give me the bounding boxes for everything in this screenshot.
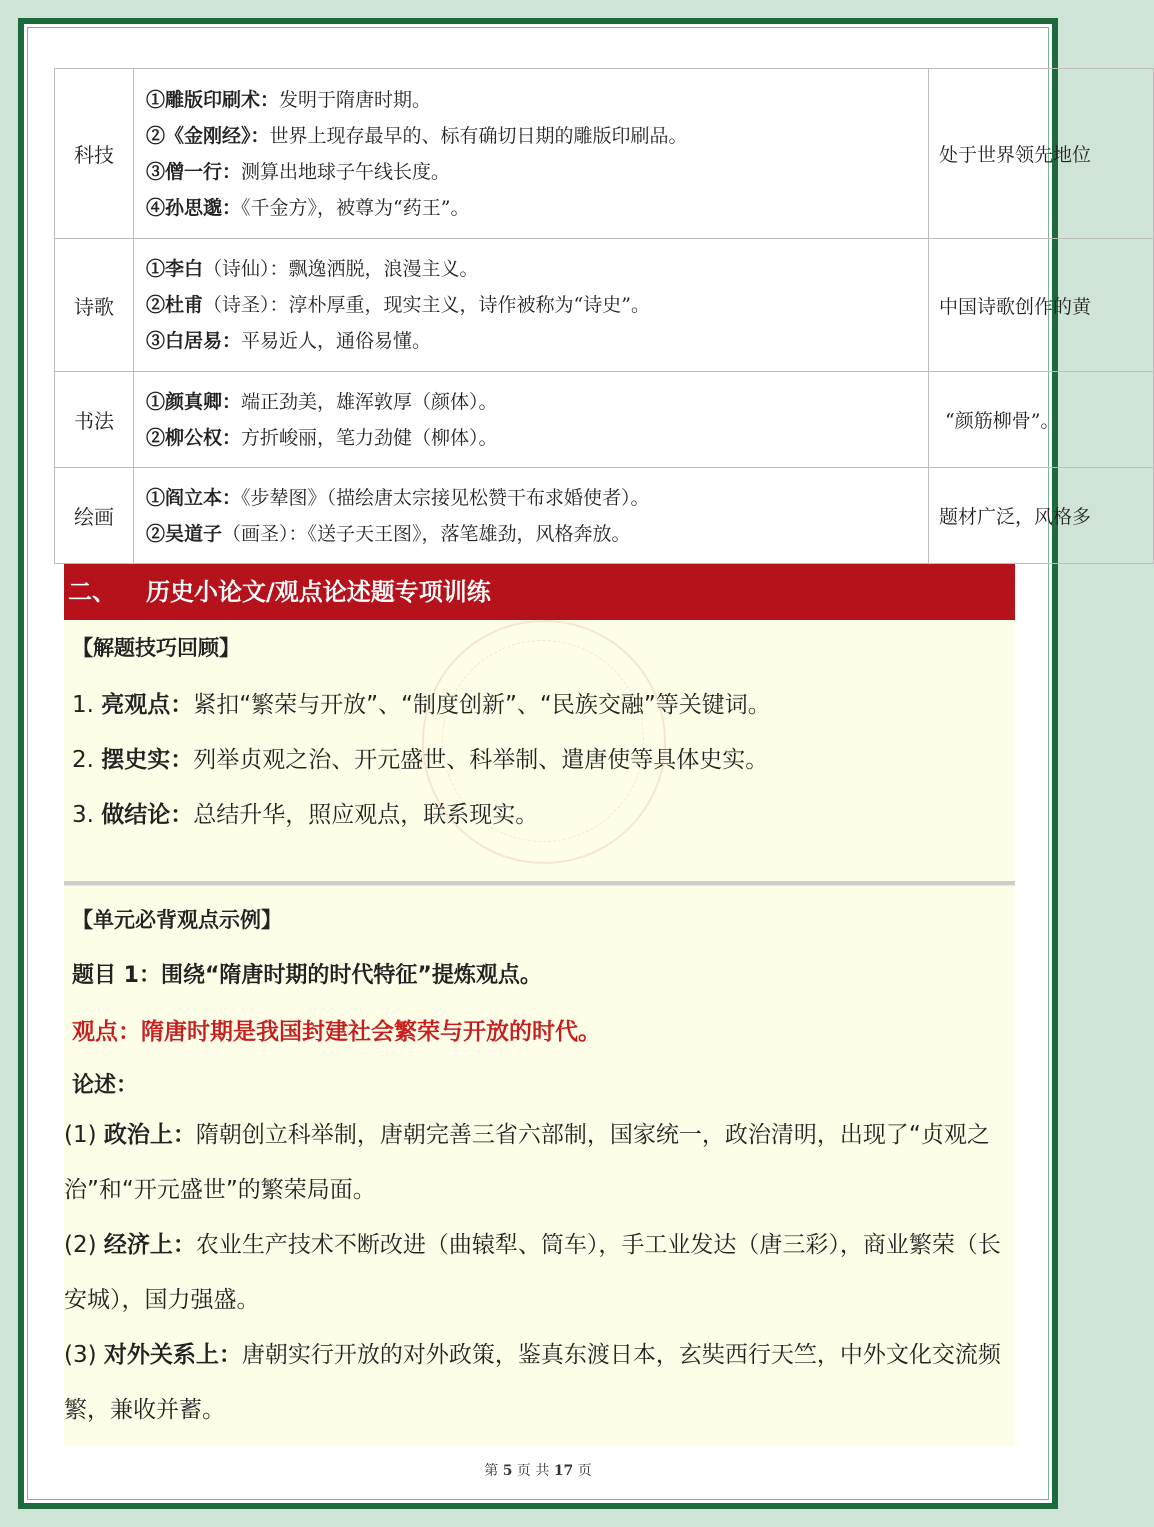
point-number: (2) [64, 1232, 97, 1258]
item-line [146, 323, 916, 359]
argument-label: 论述： [72, 1073, 139, 1098]
item-text: 方折峻丽，笔力劲健（柳体）。 [241, 426, 498, 449]
category-cell: 科技 [55, 69, 134, 239]
item-line [146, 420, 916, 456]
items-cell [134, 468, 929, 564]
point-label: 政治上： [103, 1122, 196, 1148]
footer-middle: 页 共 [516, 1463, 550, 1479]
point-text: 唐朝实行开放的对外政策，鉴真东渡日本，玄奘西行天竺，中外文化交流频繁，兼收并蓄。 [64, 1342, 1001, 1423]
point-text: 农业生产技术不断改进（曲辕犁、筒车），手工业发达（唐三彩），商业繁荣（长安城），国力强盛。 [64, 1232, 1001, 1313]
page [24, 24, 1092, 1503]
category-cell: 绘画 [55, 468, 134, 564]
summary-cell: 处于世界领先地位 [929, 69, 1154, 239]
tip-label: 亮观点： [101, 692, 194, 718]
page-total: 17 [553, 1463, 574, 1479]
item-line [146, 251, 916, 287]
summary-cell: 题材广泛，风格多 [929, 468, 1154, 564]
examples-panel [64, 886, 1015, 1446]
tip-text: 列举贞观之治、开元盛世、科举制、遣唐使等具体史实。 [193, 747, 769, 773]
examples-heading: 【单元必背观点示例】 [72, 908, 282, 932]
table-row [55, 239, 1154, 372]
argument-point [64, 1108, 1010, 1218]
item-text: （诗仙）：飘逸洒脱，浪漫主义。 [203, 258, 479, 280]
tip-label: 做结论： [101, 802, 194, 828]
point-number: (1) [64, 1122, 97, 1148]
watermark-seal-inner [442, 640, 644, 842]
item-label: ③僧一行： [146, 160, 242, 183]
culture-table [54, 68, 1154, 564]
table-row [55, 372, 1154, 468]
point-label: 经济上： [103, 1232, 196, 1258]
item-label: ①颜真卿： [146, 390, 242, 413]
item-text: 端正劲美，雄浑敦厚（颜体）。 [241, 390, 498, 413]
item-label: ②杜甫 [146, 294, 204, 316]
tip-text: 总结升华，照应观点，联系现实。 [193, 802, 539, 828]
item-label: ③白居易： [146, 330, 242, 352]
item-text: 《步辇图》（描绘唐太宗接见松赞干布求婚使者）。 [241, 486, 650, 509]
item-label: ②柳公权： [146, 426, 242, 449]
item-text: 测算出地球子午线长度。 [241, 160, 451, 183]
items-cell [134, 239, 929, 372]
item-label: ②吴道子 [146, 522, 223, 545]
section-header [64, 564, 1015, 620]
page-number: 5 [502, 1463, 513, 1479]
watermark-seal [422, 620, 666, 864]
item-label: ②《金刚经》： [146, 124, 270, 147]
page-footer [24, 1460, 1052, 1480]
tips-heading: 【解题技巧回顾】 [72, 636, 240, 660]
tip-item [72, 686, 771, 719]
footer-prefix: 第 [484, 1463, 499, 1479]
category-cell: 诗歌 [55, 239, 134, 372]
item-line [146, 384, 916, 420]
summary-cell: “颜筋柳骨”。 [929, 372, 1154, 468]
items-cell [134, 69, 929, 239]
section-title: 历史小论文/观点论述题专项训练 [146, 578, 491, 606]
point-label: 对外关系上： [103, 1342, 242, 1368]
item-text: （画圣）：《送子天王图》，落笔雄劲，风格奔放。 [222, 522, 631, 545]
summary-cell: 中国诗歌创作的黄 [929, 239, 1154, 372]
item-text: 发明于隋唐时期。 [279, 88, 432, 111]
tip-number: 1. [72, 692, 94, 718]
table-row [55, 468, 1154, 564]
item-text: （诗圣）：淳朴厚重，现实主义，诗作被称为“诗史”。 [203, 294, 650, 316]
item-label: ①阎立本： [146, 486, 242, 509]
category-cell: 书法 [55, 372, 134, 468]
item-text: 世界上现存最早的、标有确切日期的雕版印刷品。 [269, 124, 688, 147]
point-text: 隋朝创立科举制，唐朝完善三省六部制，国家统一，政治清明，出现了“贞观之治”和“开元盛世”的繁荣局面。 [64, 1122, 990, 1203]
item-line [146, 154, 916, 190]
argument-point [64, 1218, 1010, 1328]
table-row [55, 69, 1154, 239]
page-frame [18, 18, 1092, 1509]
argument-point [64, 1328, 1010, 1438]
tip-number: 3. [72, 802, 94, 828]
item-line [146, 118, 916, 154]
tip-number: 2. [72, 747, 94, 773]
item-line [146, 190, 916, 226]
viewpoint-text: 观点：隋唐时期是我国封建社会繁荣与开放的时代。 [72, 1019, 601, 1045]
item-line [146, 480, 916, 516]
question-title: 题目 1：围绕“隋唐时期的时代特征”提炼观点。 [72, 963, 542, 988]
item-label: ①李白 [146, 258, 204, 280]
item-label: ①雕版印刷术： [146, 88, 280, 111]
items-cell [134, 372, 929, 468]
item-line [146, 82, 916, 118]
item-label: ④孙思邈： [146, 196, 242, 219]
tip-text: 紧扣“繁荣与开放”、“制度创新”、“民族交融”等关键词。 [193, 692, 771, 718]
footer-suffix: 页 [577, 1463, 592, 1479]
item-text: 平易近人，通俗易懂。 [241, 330, 432, 352]
point-number: (3) [64, 1342, 97, 1368]
tip-label: 摆史实： [101, 747, 194, 773]
section-number: 二、 [68, 578, 116, 606]
item-line [146, 516, 916, 552]
item-line [146, 287, 916, 323]
item-text: 《千金方》，被尊为“药王”。 [241, 196, 470, 219]
